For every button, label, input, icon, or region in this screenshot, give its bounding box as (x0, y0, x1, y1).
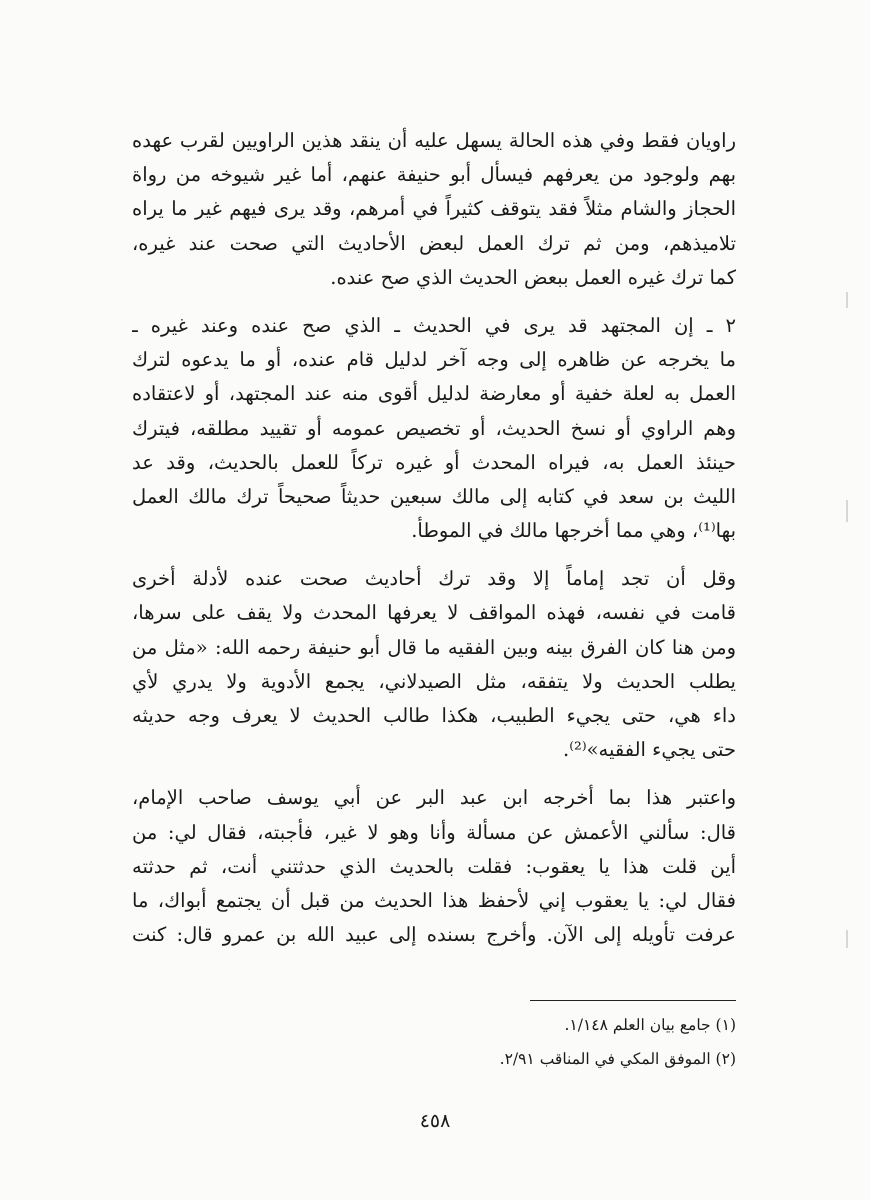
text-line: قامت في نفسه، فهذه المواقف لا يعرفها المحدث ولا يقف على سرها، (132, 601, 736, 625)
text-line: واعتبر هذا بما أخرجه ابن عبد البر عن أبي يوسف صاحب الإمام، (132, 786, 736, 810)
text-line: راويان فقط وفي هذه الحالة يسهل عليه أن ينقد هذين الراويين لقرب عهده (132, 129, 736, 152)
scan-edge-mark (846, 500, 848, 522)
main-text (132, 124, 736, 952)
footnote-divider (530, 1000, 736, 1001)
text-line: بها⁽¹⁾، وهي مما أخرجها مالك في الموطأ. (411, 519, 736, 543)
text-line: وهم الراوي أو نسخ الحديث، أو تخصيص عمومه أو تقييد مطلقه، فيترك (132, 416, 736, 440)
text-line: كما ترك غيره العمل ببعض الحديث الذي صح عنده. (330, 265, 736, 289)
text-line: يطلب الحديث ولا يتفقه، مثل الصيدلاني، يجمع الأدوية ولا يدري لأي (132, 669, 736, 693)
text-line: ٢ ـ إن المجتهد قد يرى في الحديث ـ الذي صح عنده وعند غيره ـ (132, 313, 736, 337)
page-number: ٤٥٨ (419, 1110, 451, 1132)
text-line: بهم ولوجود من يعرفهم فيسأل أبو حنيفة عنهم، أما غير شيوخه من رواة (132, 163, 736, 187)
text-line: الحجاز والشام مثلاً فقد يتوقف كثيراً في أمرهم، وقد يرى فيهم غير ما يراه (132, 197, 736, 221)
text-line: ومن هنا كان الفرق بينه وبين الفقيه ما قال أبو حنيفة رحمه الله: «مثل من (132, 635, 736, 659)
scan-edge-mark (846, 930, 848, 948)
paragraph-4 (132, 781, 736, 952)
footnotes (300, 1008, 736, 1076)
text-line: ما يخرجه عن ظاهره إلى وجه آخر لدليل قام عنده، أو ما يدعوه لترك (132, 348, 736, 372)
text-line: عرفت تأويله إلى الآن. وأخرج بسنده إلى عبيد الله بن عمرو قال: كنت (132, 923, 736, 947)
footnote-1: (١) جامع بيان العلم ١/١٤٨. (564, 1016, 736, 1034)
text-line: فقال لي: يا يعقوب إني لأحفظ هذا الحديث من قبل أن يجتمع أبواك، ما (132, 888, 736, 912)
scan-edge-mark (846, 292, 848, 308)
text-line: الليث بن سعد في كتابه إلى مالك سبعين حديثاً صحيحاً ترك مالك العمل (132, 484, 736, 508)
paragraph-3 (132, 562, 736, 767)
text-line: وقل أن تجد إماماً إلا وقد ترك أحاديث صحت عنده لأدلة أخرى (132, 567, 736, 591)
text-line: أين قلت هذا يا يعقوب: فقلت بالحديث الذي حدثتني أنت، ثم حدثته (132, 854, 736, 878)
text-line: قال: سألني الأعمش عن مسألة وأنا وهو لا غير، فأجبته، فقال لي: من (132, 820, 736, 844)
footnote-2: (٢) الموفق المكي في المناقب ٢/٩١. (499, 1050, 736, 1068)
text-line: حتى يجيء الفقيه»⁽²⁾. (563, 738, 736, 762)
text-line: داء هي، حتى يجيء الطبيب، هكذا طالب الحديث لا يعرف وجه حديثه (132, 704, 736, 727)
paragraph-1 (132, 124, 736, 295)
text-line: حينئذ العمل به، فيراه المحدث أو غيره تركاً للعمل بالحديث، وقد عد (132, 450, 736, 474)
text-line: العمل به لعلة خفية أو معارضة لدليل أقوى منه عند المجتهد، أو لاعتقاده (132, 382, 736, 406)
text-line: تلاميذهم، ومن ثم ترك العمل لبعض الأحاديث التي صحت عند غيره، (132, 231, 736, 255)
paragraph-2 (132, 309, 736, 548)
